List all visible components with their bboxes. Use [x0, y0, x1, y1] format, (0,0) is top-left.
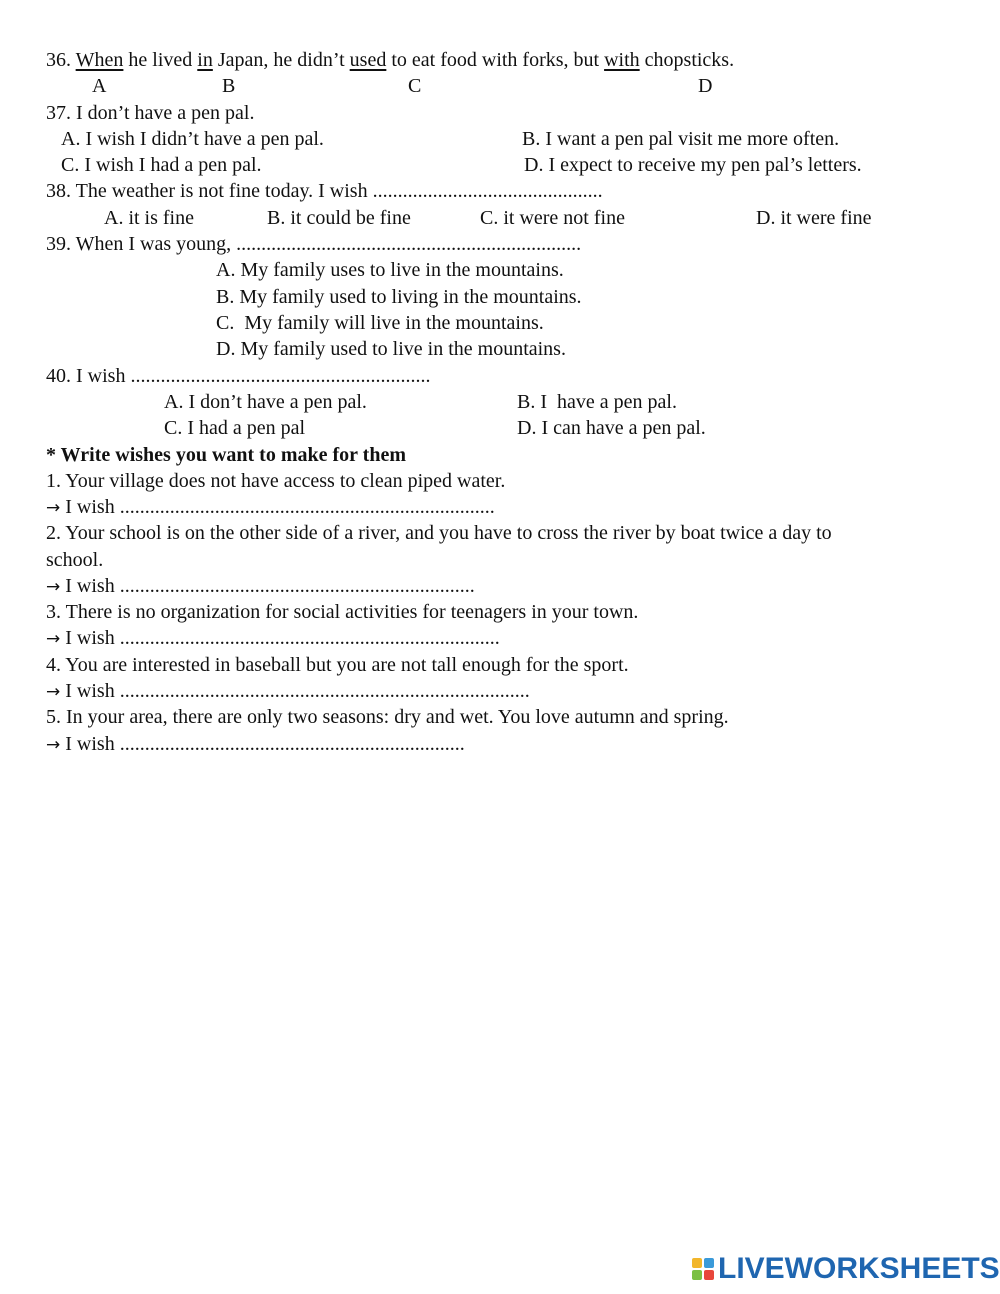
q38-stem: 38. The weather is not fine today. I wish ..............................................: [46, 180, 603, 202]
q38-option-c: C. it were not fine: [480, 207, 625, 229]
wish-prompt-4: 4. You are interested in baseball but you are not tall enough for the sport.: [46, 654, 629, 676]
q37-option-a: A. I wish I didn’t have a pen pal.: [61, 128, 324, 150]
wish-answer-2: → I wish .......................................................................: [46, 575, 475, 597]
logo-block-icon: [704, 1270, 714, 1280]
wish-prompt-5: 5. In your area, there are only two seasons: dry and wet. You love autumn and spring.: [46, 706, 729, 728]
q36-label-c: C: [408, 75, 422, 97]
arrow-icon: →: [46, 629, 61, 649]
wish-prompt-1: 1. Your village does not have access to clean piped water.: [46, 470, 506, 492]
logo-block-icon: [692, 1270, 702, 1280]
q40-stem: 40. I wish ............................................................: [46, 365, 431, 387]
q39-option-c: C. My family will live in the mountains.: [216, 312, 544, 334]
q37-option-c: C. I wish I had a pen pal.: [61, 154, 262, 176]
q37-option-b: B. I want a pen pal visit me more often.: [522, 128, 840, 150]
liveworksheets-logo: [692, 1253, 1000, 1285]
q37-option-d: D. I expect to receive my pen pal’s letters.: [524, 154, 862, 176]
arrow-icon: →: [46, 735, 61, 755]
q39-stem: 39. When I was young, .....................................................................: [46, 233, 582, 255]
q36-stem: 36. When he lived in Japan, he didn’t used to eat food with forks, but with chopsticks.: [46, 49, 735, 71]
wish-prompt-2: 2. Your school is on the other side of a river, and you have to cross the river by boat twice a day to: [46, 522, 832, 544]
q38-option-d: D. it were fine: [756, 207, 872, 229]
wish-answer-4: → I wish ..................................................................................: [46, 680, 530, 702]
wish-answer-3: → I wish ............................................................................: [46, 627, 500, 649]
q36-underline-d: with: [604, 49, 640, 71]
logo-blocks-icon: [692, 1258, 714, 1280]
q39-option-d: D. My family used to live in the mountains.: [216, 338, 566, 360]
q40-option-d: D. I can have a pen pal.: [517, 417, 706, 439]
arrow-icon: →: [46, 498, 61, 518]
q40-option-c: C. I had a pen pal: [164, 417, 306, 439]
q39-option-a: A. My family uses to live in the mountains.: [216, 259, 564, 281]
wish-answer-1: → I wish ...........................................................................: [46, 496, 495, 518]
q40-option-a: A. I don’t have a pen pal.: [164, 391, 367, 413]
q36-label-d: D: [698, 75, 713, 97]
logo-text: LIVEWORKSHEETS: [718, 1252, 1000, 1285]
q36-underline-a: When: [75, 49, 124, 71]
arrow-icon: →: [46, 577, 61, 597]
q38-option-b: B. it could be fine: [267, 207, 411, 229]
section-heading: * Write wishes you want to make for them: [46, 444, 406, 466]
q40-option-b: B. I have a pen pal.: [517, 391, 677, 413]
q36-label-b: B: [222, 75, 236, 97]
q36-underline-c: used: [349, 49, 387, 71]
q37-stem: 37. I don’t have a pen pal.: [46, 102, 255, 124]
wish-prompt-3: 3. There is no organization for social activities for teenagers in your town.: [46, 601, 639, 623]
arrow-icon: →: [46, 682, 61, 702]
wish-answer-5: → I wish .....................................................................: [46, 733, 465, 755]
q36-label-a: A: [92, 75, 107, 97]
logo-block-icon: [704, 1258, 714, 1268]
wish-prompt-2-cont: school.: [46, 549, 104, 571]
q39-option-b: B. My family used to living in the mountains.: [216, 286, 582, 308]
logo-block-icon: [692, 1258, 702, 1268]
q36-underline-b: in: [197, 49, 213, 71]
q38-option-a: A. it is fine: [104, 207, 194, 229]
